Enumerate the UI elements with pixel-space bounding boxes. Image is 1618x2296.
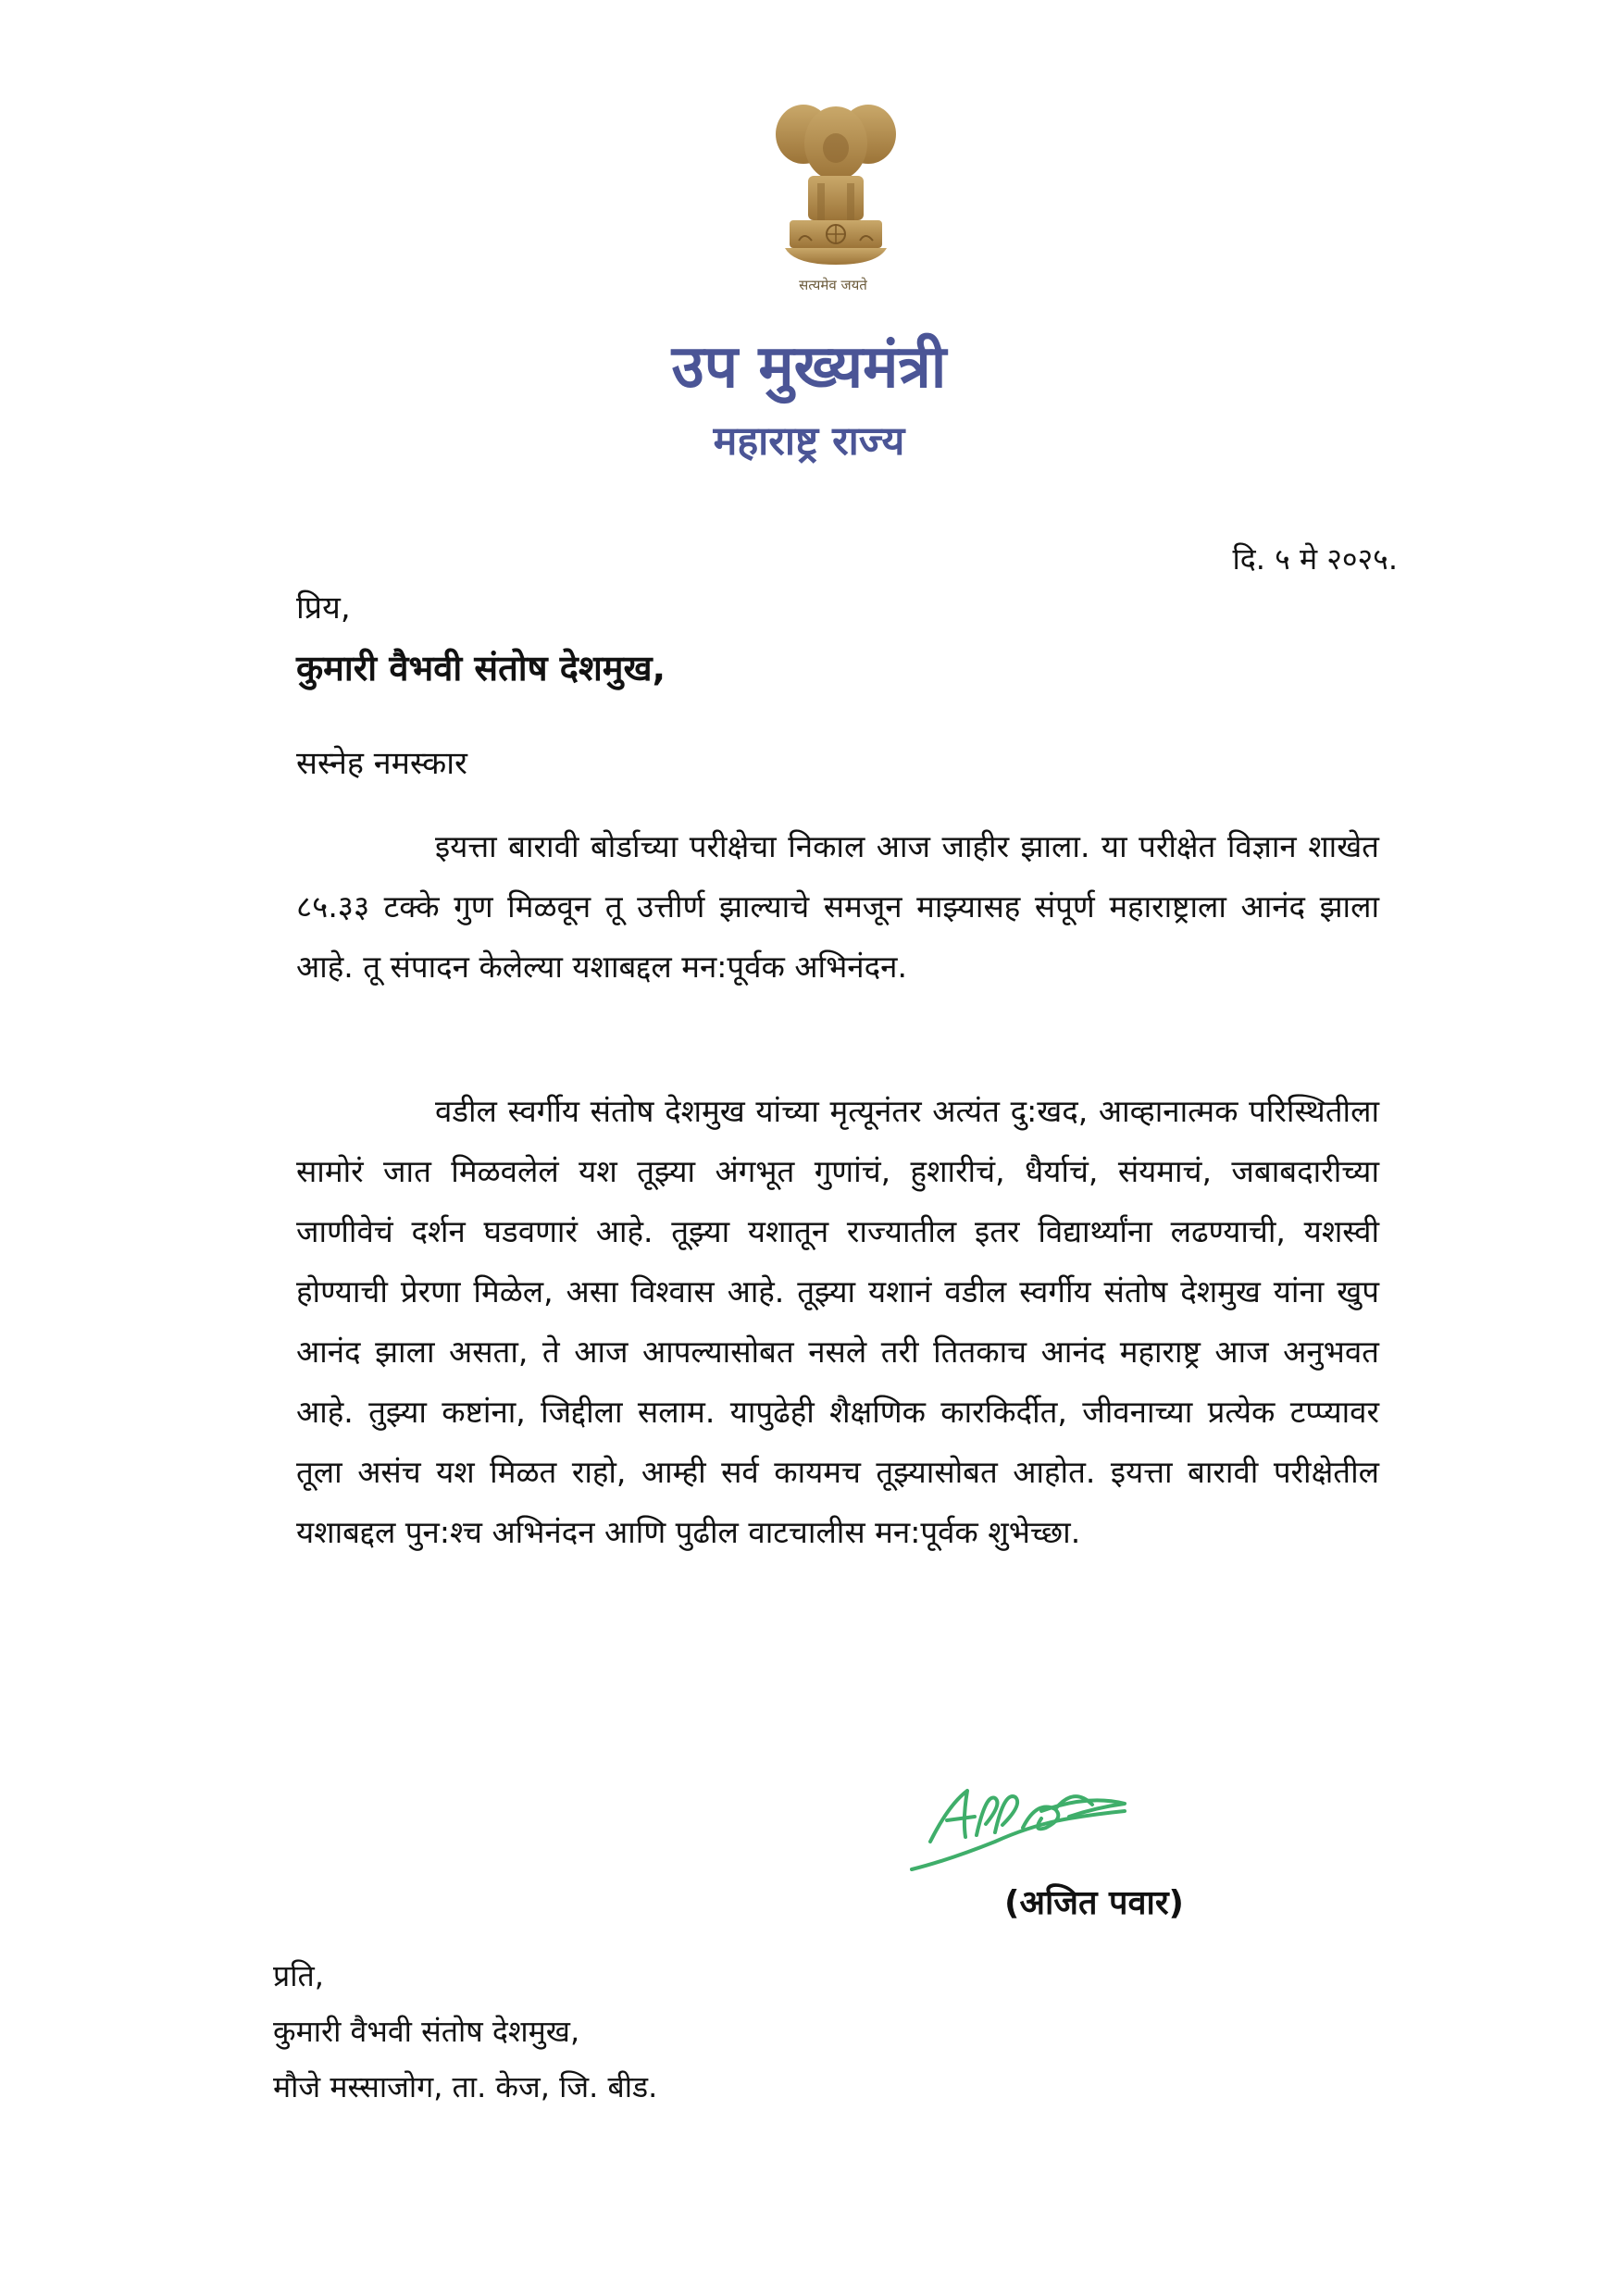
address-location: मौजे मस्साजोग, ता. केज, जि. बीड. (273, 2069, 658, 2104)
letter-paragraph: वडील स्वर्गीय संतोष देशमुख यांच्या मृत्यूनंतर अत्यंत दु:खद, आव्हानात्मक परिस्थितीला सामोरं जात मिळवलेलं यश तूझ्या अंगभूत गुणांचं, हुशारीचं, धैर्याचं, संयमाचं, जबाबदारीच्या जाणीवेचं दर्शन घडवणारं आहे. तूझ्या यशातून राज्यातील इतर विद्यार्थ्यांना लढण्याची, यशस्वी होण्याची प्रेरणा मिळेल, असा विश्वास आहे. तूझ्या यशानं वडील स्वर्गीय संतोष देशमुख यांना खुप आनंद झाला असता, ते आज आपल्यासोबत नसले तरी तितकाच आनंद महाराष्ट्र आज अनुभवत आहे. तुझ्या कष्टांना, जिद्दीला सलाम. यापुढेही शैक्षणिक कारकिर्दीत, जीवनाच्या प्रत्येक टप्प्यावर तूला असंच यश मिळत राहो, आम्ही सर्व कायमच तूझ्यासोबत आहोत. इयत्ता बारावी परीक्षेतील यशाबद्दल पुन:श्च अभिनंदन आणि पुढील वाटचालीस मन:पूर्वक शुभेच्छा. (296, 1093, 1379, 1550)
letter-date: दि. ५ मे २०२५. (1232, 541, 1398, 577)
office-state: महाराष्ट्र राज्य (713, 418, 905, 465)
letter-paragraph: इयत्ता बारावी बोर्डाच्या परीक्षेचा निकाल आज जाहीर झाला. या परीक्षेत विज्ञान शाखेत ८५.३३ टक्के गुण मिळवून तू उत्तीर्ण झाल्याचे समजून माझ्यासह संपूर्ण महाराष्ट्राला आनंद झाला आहे. तू संपादन केलेल्या यशाबद्दल मन:पूर्वक अभिनंदन. (296, 828, 1379, 985)
address-name: कुमारी वैभवी संतोष देशमुख, (273, 2014, 580, 2049)
handwritten-signature (902, 1754, 1180, 1883)
recipient-name: कुमारी वैभवी संतोष देशमुख, (296, 648, 666, 689)
greeting: सस्नेह नमस्कार (296, 745, 467, 782)
salutation: प्रिय, (296, 590, 351, 627)
emblem-motto: सत्यमेव जयते (799, 277, 867, 293)
office-title: उप मुख्यमंत्री (671, 333, 947, 402)
address-prefix: प्रति, (273, 1958, 324, 1993)
address-block (273, 1948, 657, 2115)
signatory-name: (अजित पवार) (1004, 1884, 1185, 1922)
